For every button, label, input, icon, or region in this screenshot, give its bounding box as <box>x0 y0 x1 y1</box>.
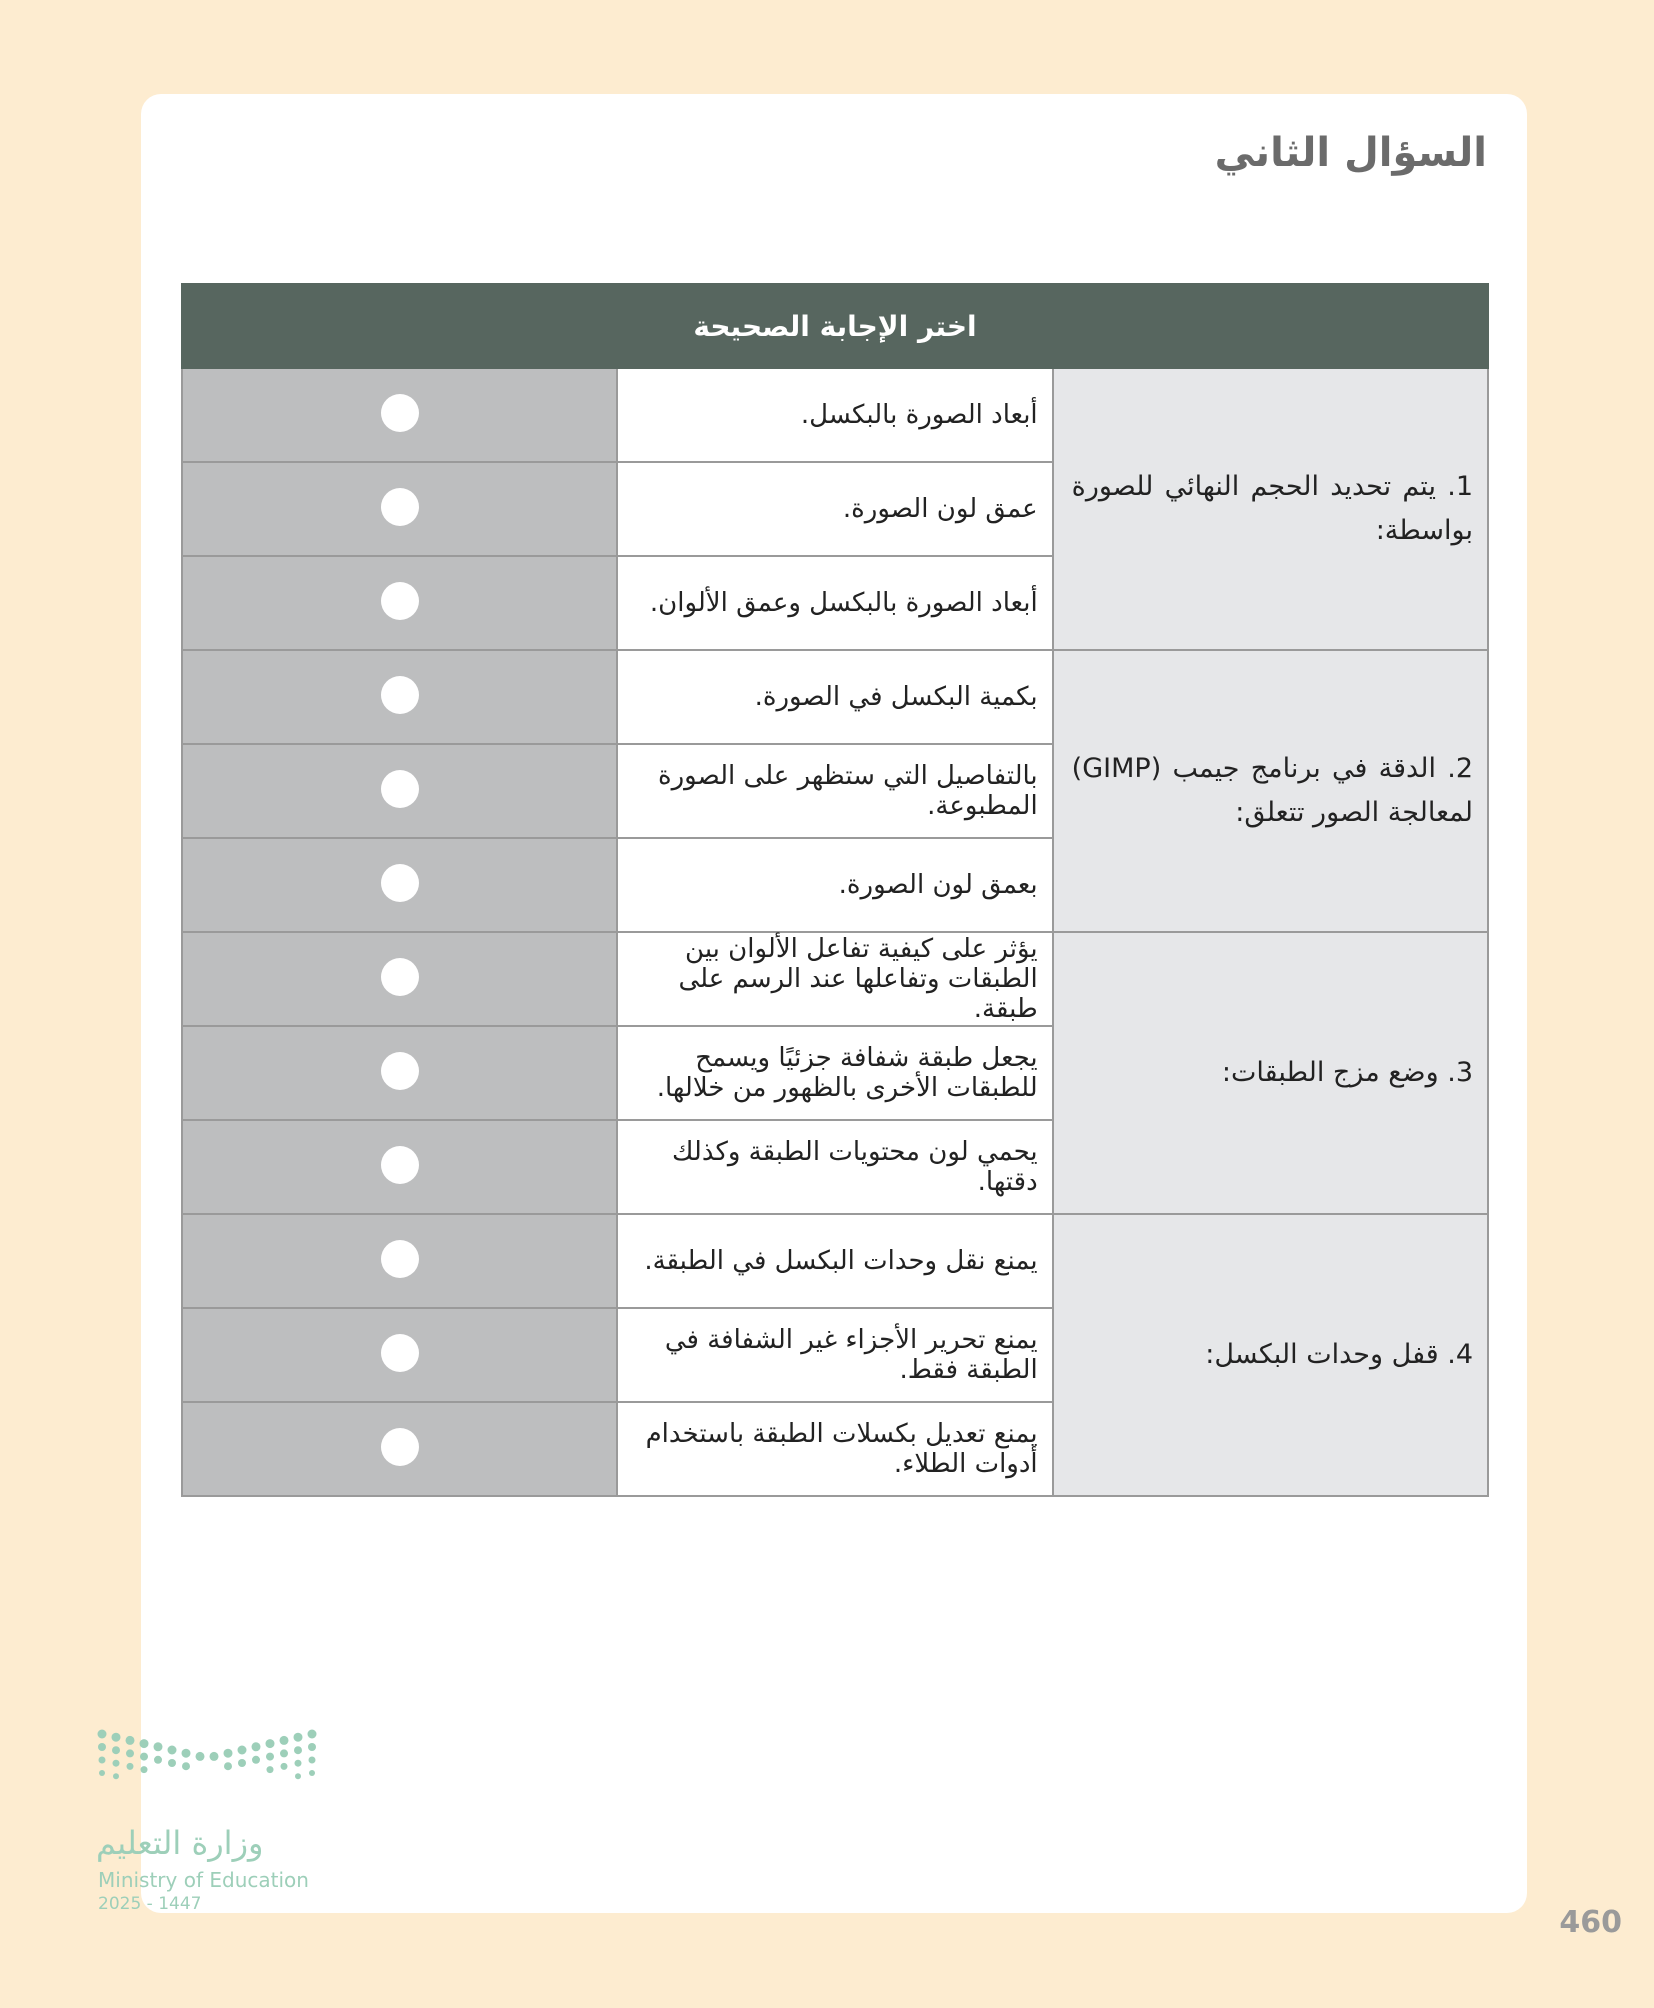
radio-button[interactable] <box>381 770 419 808</box>
radio-cell <box>182 932 617 1026</box>
option-text: أبعاد الصورة بالبكسل. <box>617 368 1052 462</box>
radio-cell <box>182 650 617 744</box>
radio-cell <box>182 1026 617 1120</box>
ministry-logo-icon <box>96 1726 326 1816</box>
logo-dot <box>168 1759 176 1767</box>
radio-cell <box>182 838 617 932</box>
question-table <box>181 283 1489 1497</box>
radio-button[interactable] <box>381 1052 419 1090</box>
option-text: عمق لون الصورة. <box>617 462 1052 556</box>
logo-dot <box>309 1770 315 1776</box>
radio-button[interactable] <box>381 582 419 620</box>
radio-button[interactable] <box>381 864 419 902</box>
radio-button[interactable] <box>381 394 419 432</box>
logo-dot <box>182 1762 190 1770</box>
radio-cell <box>182 368 617 462</box>
question-text: 1. يتم تحديد الحجم النهائي للصورة بواسطة: <box>1071 471 1473 546</box>
logo-dot <box>154 1742 163 1751</box>
ministry-name-english: Ministry of Education <box>98 1868 309 1892</box>
logo-dot <box>112 1733 121 1742</box>
option-text: بعمق لون الصورة. <box>617 838 1052 932</box>
logo-dot <box>168 1746 177 1755</box>
option-row <box>182 1214 1488 1308</box>
option-row <box>182 650 1488 744</box>
logo-dot <box>266 1753 274 1761</box>
logo-dot <box>309 1757 316 1764</box>
page-number: 460 <box>1559 1905 1622 1940</box>
question-cell <box>1053 1214 1488 1496</box>
logo-dot <box>140 1739 149 1748</box>
logo-dot <box>224 1762 232 1770</box>
radio-button[interactable] <box>381 1334 419 1372</box>
logo-dot <box>267 1766 274 1773</box>
radio-cell <box>182 1402 617 1496</box>
logo-dot <box>99 1770 105 1776</box>
logo-dot <box>252 1742 261 1751</box>
option-text: يؤثر على كيفية تفاعل الألوان بين الطبقات وتفاعلها عند الرسم على طبقة. <box>617 932 1052 1026</box>
logo-dot <box>238 1759 246 1767</box>
logo-dot <box>196 1752 205 1761</box>
logo-dot <box>295 1760 302 1767</box>
option-text: بالتفاصيل التي ستظهر على الصورة المطبوعة. <box>617 744 1052 838</box>
ministry-name-arabic: وزارة التعليم <box>96 1824 264 1862</box>
logo-dot <box>224 1749 233 1758</box>
logo-dot <box>294 1733 303 1742</box>
logo-dot <box>112 1746 120 1754</box>
question-cell <box>1053 650 1488 932</box>
logo-dot <box>127 1763 134 1770</box>
ministry-year: 2025 - 1447 <box>98 1894 202 1914</box>
logo-dot <box>266 1739 275 1748</box>
question-cell <box>1053 932 1488 1214</box>
option-text: يمنع نقل وحدات البكسل في الطبقة. <box>617 1214 1052 1308</box>
radio-cell <box>182 1120 617 1214</box>
radio-cell <box>182 1308 617 1402</box>
option-row <box>182 368 1488 462</box>
logo-dot <box>113 1773 119 1779</box>
table-header: اختر الإجابة الصحيحة <box>182 284 1488 368</box>
option-text: يمنع تحرير الأجزاء غير الشفافة في الطبقة فقط. <box>617 1308 1052 1402</box>
logo-dot <box>210 1752 219 1761</box>
logo-dot <box>126 1736 135 1745</box>
question-cell <box>1053 368 1488 650</box>
option-text: يجعل طبقة شفافة جزئيًا ويسمح للطبقات الأخرى بالظهور من خلالها. <box>617 1026 1052 1120</box>
logo-dot <box>141 1766 148 1773</box>
logo-dot <box>295 1773 301 1779</box>
logo-dot <box>280 1736 289 1745</box>
logo-dot <box>252 1756 260 1764</box>
option-row <box>182 932 1488 1026</box>
radio-cell <box>182 1214 617 1308</box>
logo-dot <box>98 1730 107 1739</box>
logo-dot <box>99 1757 106 1764</box>
logo-dot <box>113 1760 120 1767</box>
radio-button[interactable] <box>381 958 419 996</box>
logo-dot <box>308 1730 317 1739</box>
content-card <box>141 94 1527 1913</box>
page-title: السؤال الثاني <box>1214 130 1487 176</box>
radio-cell <box>182 462 617 556</box>
logo-dot <box>182 1749 191 1758</box>
radio-button[interactable] <box>381 1146 419 1184</box>
question-text: 4. قفل وحدات البكسل: <box>1205 1339 1473 1370</box>
logo-dot <box>308 1743 316 1751</box>
logo-dot <box>126 1749 134 1757</box>
radio-button[interactable] <box>381 676 419 714</box>
logo-dot <box>98 1743 106 1751</box>
logo-dot <box>154 1756 162 1764</box>
logo-dot <box>281 1763 288 1770</box>
radio-button[interactable] <box>381 488 419 526</box>
logo-dot <box>238 1746 247 1755</box>
radio-button[interactable] <box>381 1240 419 1278</box>
option-text: أبعاد الصورة بالبكسل وعمق الألوان. <box>617 556 1052 650</box>
logo-dot <box>140 1753 148 1761</box>
radio-cell <box>182 744 617 838</box>
radio-button[interactable] <box>381 1428 419 1466</box>
radio-cell <box>182 556 617 650</box>
option-text: بكمية البكسل في الصورة. <box>617 650 1052 744</box>
logo-dot <box>280 1749 288 1757</box>
option-text: يحمي لون محتويات الطبقة وكذلك دقتها. <box>617 1120 1052 1214</box>
option-text: يمنع تعديل بكسلات الطبقة باستخدام أدوات الطلاء. <box>617 1402 1052 1496</box>
question-text: 3. وضع مزج الطبقات: <box>1221 1057 1473 1088</box>
logo-dot <box>294 1746 302 1754</box>
question-text: 2. الدقة في برنامج جيمب (GIMP) لمعالجة الصور تتعلق: <box>1071 753 1473 828</box>
